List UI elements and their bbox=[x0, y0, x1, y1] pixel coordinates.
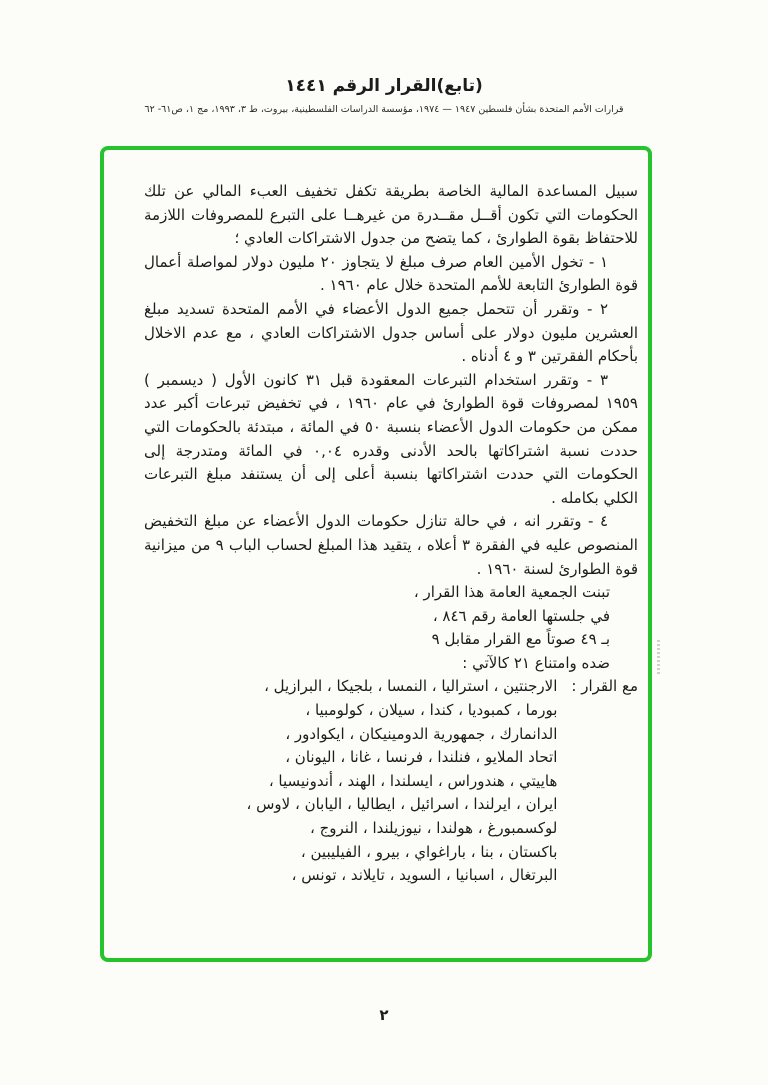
adoption-block bbox=[144, 581, 638, 675]
resolution-clause-3: ٣ - وتقرر استخدام التبرعات المعقودة قبل ٣١ كانون الأول ( ديسمبر ) ١٩٥٩ لمصروفات قوة الطوارئ في عام ١٩٦٠ ، في تخفيض تبرعات أكبر عدد ممكن من حكومات الدول الأعضاء بنسبة ٥٠ في المائة ، مبتدئة بالحكومات التي حددت نسبة اشتراكاتها بالحد الأدنى وقدره ٠,٠٤ في المائة ومتدرجة إلى الحكومات التي حددت اشتراكاتها بنسبة أعلى إلى أن يستنفد مبلغ التبرعات الكلي بكامله . bbox=[144, 370, 638, 507]
page-header bbox=[0, 76, 768, 115]
intro-paragraph: سبيل المساعدة المالية الخاصة بطريقة تكفل تخفيف العبء المالي عن تلك الحكومات التي تكون أقــل مقــدرة من غيرهــا على التبرع للمصروفات اللازمة للاحتفاظ بقوة الطوارئ ، كما يتضح من جدول الاشتراكات العادي ؛ bbox=[144, 182, 638, 248]
vote-country-line: الدانمارك ، جمهورية الدومينيكان ، ايكوادور ، bbox=[285, 724, 558, 743]
scan-artifact bbox=[657, 640, 660, 674]
source-citation: قرارات الأمم المتحدة بشأن فلسطين ١٩٤٧ — ١٩٧٤، مؤسسة الدراسات الفلسطينية، بيروت، ط ٣، ١٩٩٣، مج ١، ص٦١- ٦٢ bbox=[144, 104, 624, 115]
page-number: ٢ bbox=[379, 1006, 389, 1024]
vote-country-list bbox=[200, 675, 557, 887]
vote-country-line: ايران ، ايرلندا ، اسرائيل ، ايطاليا ، اليابان ، لاوس ، bbox=[246, 795, 558, 814]
resolution-clause-2: ٢ - وتقرر أن تتحمل جميع الدول الأعضاء في الأمم المتحدة تسديد مبلغ العشرين مليون دولار على أساس جدول الاشتراكات العادي ، مع عدم الاخلال بأحكام الفقرتين ٣ و ٤ أدناه . bbox=[144, 299, 638, 366]
content-frame bbox=[100, 146, 652, 962]
adoption-line: تبنت الجمعية العامة هذا القرار ، bbox=[413, 583, 610, 602]
vote-country-line: بورما ، كمبوديا ، كندا ، سيلان ، كولومبيا ، bbox=[305, 701, 558, 720]
vote-with-label: مع القرار : bbox=[571, 677, 638, 696]
resolution-clause-4: ٤ - وتقرر انه ، في حالة تنازل حكومات الدول الأعضاء عن مبلغ التخفيض المنصوص عليه في الفقرة ٣ أعلاه ، يتقيد هذا المبلغ لحساب الباب ٩ من ميزانية قوة الطوارئ لسنة ١٩٦٠ . bbox=[144, 512, 638, 578]
vote-country-line: الارجنتين ، استراليا ، النمسا ، بلجيكا ، البرازيل ، bbox=[264, 677, 558, 696]
resolution-clause-1: ١ - تخول الأمين العام صرف مبلغ لا يتجاوز ٢٠ مليون دولار لمواصلة أعمال قوة الطوارئ التابعة للأمم المتحدة خلال عام ١٩٦٠ . bbox=[144, 252, 638, 295]
vote-country-line: هاييتي ، هندوراس ، ايسلندا ، الهند ، أندونيسيا ، bbox=[268, 771, 558, 790]
vote-with-block bbox=[144, 675, 638, 887]
adoption-line: في جلستها العامة رقم ٨٤٦ ، bbox=[432, 606, 610, 625]
vote-country-line: لوكسمبورغ ، هولندا ، نيوزيلندا ، النروج ، bbox=[309, 819, 558, 838]
adoption-line: بـ ٤٩ صوتاً مع القرار مقابل ٩ bbox=[431, 630, 610, 649]
resolution-text bbox=[144, 180, 638, 888]
vote-country-line: اتحاد الملايو ، فنلندا ، فرنسا ، غانا ، اليونان ، bbox=[285, 748, 558, 767]
vote-country-line: باكستان ، بنا ، باراغواي ، بيرو ، الفيليبين ، bbox=[300, 842, 558, 861]
page-footer bbox=[0, 1006, 768, 1024]
resolution-title: (تابع)القرار الرقم ١٤٤١ bbox=[285, 76, 483, 96]
adoption-line: ضده وامتناع ٢١ كالآتي : bbox=[462, 653, 610, 672]
vote-country-line: البرتغال ، اسبانيا ، السويد ، تايلاند ، تونس ، bbox=[291, 866, 558, 885]
